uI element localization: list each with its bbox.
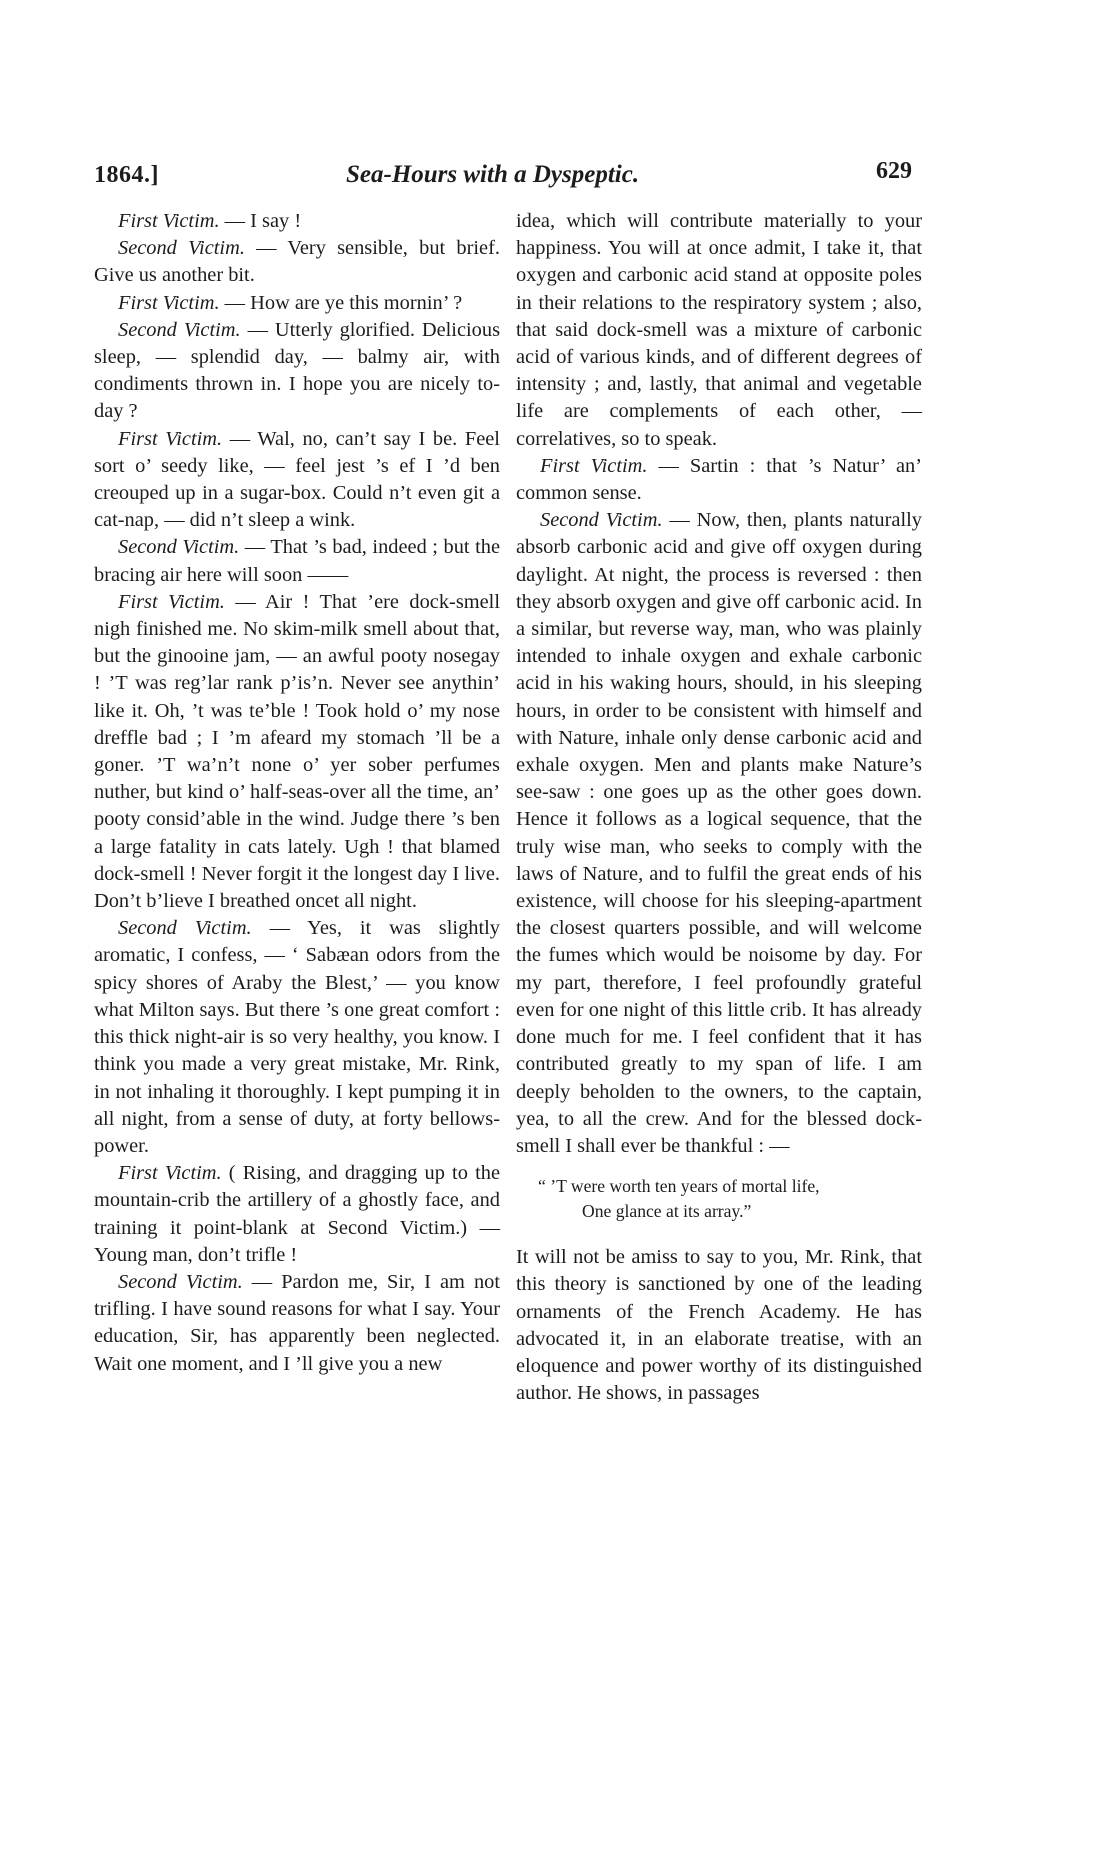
dialogue-text: — Sartin : that ’s Natur’ an’ common sense. bbox=[516, 454, 922, 505]
dialogue-text: — Very sensible, but brief. Give us another bit. bbox=[94, 237, 500, 287]
dialogue-text: — Yes, it was slightly aromatic, I confess, — ‘ Sabæan odors from the spicy shores of Araby the Blest,’ — you know what Milton says. But there ’s one great comfort : this thick night-air is so very healthy, you know. I think you made a very great mistake, Mr. Rink, in not inhaling it thoroughly. I kept pumping it in all night, from a sense of duty, at forty bellows-power. bbox=[94, 917, 500, 1157]
verse-quotation bbox=[538, 1174, 922, 1224]
dialogue-paragraph bbox=[94, 915, 500, 1160]
dialogue-text: — Air ! That ’ere dock-smell nigh finished me. No skim-milk smell about that, but the ginooine jam, — an awful pooty nosegay ! ’T was reg’lar rank p’is’n. Never see anythin’ like it. Oh, ’t was te’ble ! Took hold o’ my nose dreffle bad ; I ’m afeard my stomach ’ll be a goner. ’T wa’n’t none o’ yer sober perfumes nuther, but kind o’ half-seas-over all the time, an’ pooty consid’able in the wind. Judge there ’s ben a large fatality in cats lately. Ugh ! that blamed dock-smell ! Never forgit it the longest day I live. Don’t b’lieve I breathed oncet all night. bbox=[94, 590, 500, 913]
running-header-title: Sea-Hours with a Dyspeptic. bbox=[346, 161, 640, 188]
dialogue-paragraph bbox=[94, 290, 500, 317]
dialogue-text: — I say ! bbox=[219, 210, 302, 232]
closing-paragraph: It will not be amiss to say to you, Mr. Rink, that this theory is sanctioned by one of the leading ornaments of the French Academy. He has advocated it, in an elaborate treatise, with an eloquence and power worthy of its distinguished author. He shows, in passages bbox=[516, 1246, 922, 1405]
running-header-year: 1864.] bbox=[94, 162, 159, 188]
speaker-label: Second Victim. bbox=[118, 1270, 243, 1293]
dialogue-paragraph bbox=[94, 1269, 500, 1378]
dialogue-paragraph bbox=[94, 235, 500, 289]
left-column bbox=[94, 208, 500, 1378]
dialogue-paragraph bbox=[516, 453, 922, 507]
dialogue-text: ( Rising, and dragging up to the mountain-crib the artillery of a ghostly face, and training it point-blank at Second Victim.) — Young man, don’t trifle ! bbox=[94, 1162, 500, 1266]
speaker-label: First Victim. bbox=[118, 427, 223, 450]
continued-paragraph: idea, which will contribute materially to your happiness. You will at once admit, I take it, that oxygen and carbonic acid stand at opposite poles in their relations to the respiratory system ; also, that said dock-smell was a mixture of carbonic acid of various kinds, and of different degrees of intensity ; and, lastly, that animal and vegetable life are complements of each other, — correlatives, so to speak. bbox=[516, 210, 922, 450]
dialogue-text: — That ’s bad, indeed ; but the bracing air here will soon —— bbox=[94, 536, 500, 586]
dialogue-text: — Wal, no, can’t say I be. Feel sort o’ seedy like, — feel jest ’s ef I ’d ben creouped up in a sugar-box. Could n’t even git a cat-nap, — did n’t sleep a wink. bbox=[94, 427, 500, 532]
dialogue-text: — Utterly glorified. Delicious sleep, — splendid day, — balmy air, with condiments thrown in. I hope you are nicely to-day ? bbox=[94, 318, 500, 423]
dialogue-text: — Pardon me, Sir, I am not trifling. I have sound reasons for what I say. Your education, Sir, has apparently been neglected. Wait one moment, and I ’ll give you a new bbox=[94, 1270, 500, 1375]
speaker-label: First Victim. bbox=[118, 590, 225, 613]
speaker-label: Second Victim. bbox=[540, 509, 663, 532]
quote-line: “ ’T were worth ten years of mortal life, bbox=[538, 1176, 820, 1197]
dialogue-paragraph bbox=[94, 208, 500, 235]
speaker-label: First Victim. bbox=[118, 291, 220, 314]
dialogue-paragraph bbox=[94, 426, 500, 535]
dialogue-paragraph bbox=[94, 589, 500, 915]
dialogue-paragraph bbox=[94, 1160, 500, 1269]
dialogue-paragraph bbox=[94, 534, 500, 588]
quote-line: One glance at its array.” bbox=[582, 1201, 752, 1222]
speaker-label: First Victim. bbox=[540, 454, 648, 477]
speaker-label: Second Victim. bbox=[118, 917, 252, 940]
speaker-label: Second Victim. bbox=[118, 237, 245, 260]
speaker-label: Second Victim. bbox=[118, 318, 241, 341]
speaker-label: First Victim. bbox=[118, 210, 220, 232]
speaker-label: First Victim. bbox=[118, 1162, 222, 1185]
dialogue-paragraph bbox=[94, 317, 500, 426]
page-number: 629 bbox=[876, 158, 912, 184]
speaker-label: Second Victim. bbox=[118, 536, 240, 559]
dialogue-paragraph bbox=[516, 507, 922, 1160]
right-column bbox=[516, 208, 922, 1407]
dialogue-text: — How are ye this mornin’ ? bbox=[219, 291, 463, 314]
dialogue-text: — Now, then, plants naturally absorb carbonic acid and give off oxygen during daylight. At night, the process is reversed : then they absorb oxygen and give off carbonic acid. In a similar, but reverse way, man, who was plainly intended to inhale oxygen and exhale carbonic acid in his waking hours, should, in his sleeping hours, in order to be consistent with himself and with Nature, inhale only dense carbonic acid and exhale oxygen. Men and plants make Nature’s see-saw : one goes up as the other goes down. Hence it follows as a logical sequence, that the truly wise man, who seeks to comply with the laws of Nature, and to fulfil the great ends of his existence, will choose for his sleeping-apartment the closest quarters possible, and will welcome the fumes which would be noisome by day. For my part, therefore, I feel profoundly grateful even for one night of this little crib. It has already done much for me. I feel confident that it has contributed greatly to my span of life. I am deeply beholden to the owners, to the captain, yea, to all the crew. And for the blessed dock-smell I shall ever be thankful : — bbox=[516, 509, 922, 1157]
